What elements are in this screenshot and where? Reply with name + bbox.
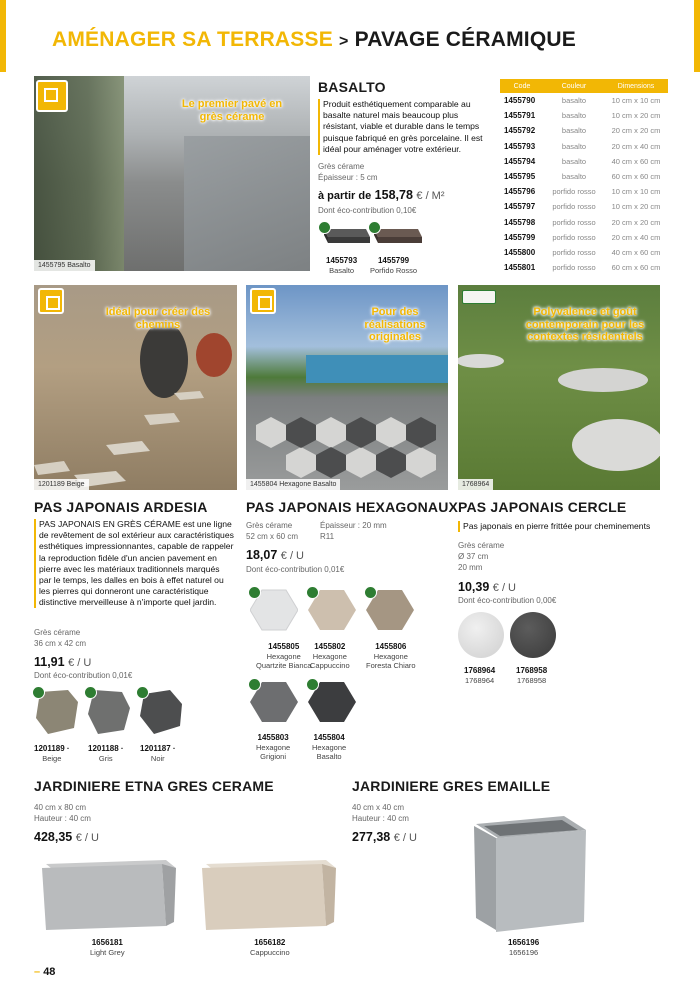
emaille-price [352,830,417,844]
etna-title: JARDINIERE ETNA GRES CERAME [34,778,274,794]
row-dimensions: 10 cm x 10 cm [611,187,661,197]
row-dimensions: 60 cm x 60 cm [611,172,661,182]
swatch-ref [140,744,176,763]
emaille-ref [508,938,539,957]
ardesia-price [34,655,91,669]
swatch-label: Basalto [316,752,342,762]
row-dimensions: 20 cm x 20 cm [611,126,661,136]
row-color: basalto [561,111,587,121]
swatch-label: Porfido Rosso [370,266,418,275]
etna-planter-cappuccino [198,856,338,937]
swatch-ref-2 [370,256,417,275]
swatch-ref [88,744,124,763]
row-color: porfido rosso [552,202,596,212]
row-dimensions: 20 cm x 40 cm [611,141,661,151]
swatch-label: Hexagone [312,652,347,661]
price-unit: € / U [280,550,304,562]
table-header-row [500,79,668,93]
price-value: 158,78 [374,188,413,202]
row-color: porfido rosso [552,263,596,273]
eco-badge-icon [306,586,319,599]
swatch-code: 1455805 [268,642,300,651]
item-label: Cappuccino [250,948,290,957]
ardesia-eco: Dont éco-contribution 0,01€ [34,671,133,680]
hex-ref [256,733,290,762]
price-value: 11,91 [34,655,65,669]
hex-ref [310,642,350,671]
basalto-material: Grès cérame [318,162,365,171]
cercle-description: Pas japonais en pierre frittée pour cheminements [458,521,668,532]
price-unit: € / U [75,832,99,844]
row-code: 1455799 [504,232,536,242]
item-code: 1656182 [254,938,286,947]
eco-badge-icon [248,678,261,691]
row-color: basalto [561,141,587,151]
hexagonaux-title: PAS JAPONAIS HEXAGONAUX [246,499,459,515]
row-code: 1455791 [504,111,536,121]
cercle-title: PAS JAPONAIS CERCLE [458,499,627,515]
hexagon-pavement [246,385,448,490]
item-code: 1656196 [508,938,540,947]
hexagonaux-eco: Dont éco-contribution 0,01€ [246,565,345,574]
etna-planter-light-grey [38,856,178,937]
cercle-ref [516,666,547,685]
etna-ref [90,938,125,957]
table-row [500,93,668,108]
table-row [500,260,668,275]
basalto-reference-table [500,79,668,275]
eco-badge-icon [136,686,149,699]
emaille-title: JARDINIERE GRES EMAILLE [352,778,551,794]
price-unit: € / U [68,657,92,669]
ardesia-title: PAS JAPONAIS ARDESIA [34,499,208,515]
col-code: Code [500,79,544,93]
item-label: Light Grey [90,948,125,957]
price-prefix: à partir de [318,190,372,202]
hexagonaux-thickness: Épaisseur : 20 mm [320,521,387,530]
item-code: 1656181 [91,938,123,947]
row-dimensions: 10 cm x 20 cm [611,202,661,212]
table-row [500,184,668,199]
basalto-thickness: Épaisseur : 5 cm [318,173,378,182]
product-icon [38,288,64,314]
eco-badge-icon [318,221,331,234]
row-code: 1455792 [504,126,536,136]
swatch-label: Beige [42,754,62,763]
swatch-label: Hexagone [266,652,301,661]
photo-caption: 1455804 Hexagone Basalto [246,479,340,490]
table-row [500,108,668,123]
row-dimensions: 40 cm x 60 cm [611,247,661,257]
swatch-code: 1201188 · [88,744,124,753]
row-code: 1455794 [504,156,536,166]
ardesia-highlight: Idéal pour créer des chemins [105,306,211,331]
swatch-code: 1455793 [326,256,358,265]
swatch-label: Quartzite Bianca [256,661,312,671]
page-number-value: 48 [43,966,56,978]
page-dash: – [34,966,41,978]
basalto-highlight: Le premier pavé en grès cérame [181,98,283,123]
swatch-code: 1455803 [257,733,289,742]
eco-badge-icon [32,686,45,699]
pavement-area [184,136,310,271]
table-row [500,230,668,245]
cercle-swatch-light [458,612,504,658]
swatch-ref [34,744,70,763]
swatch-label: Hexagone [256,743,291,752]
product-icon [250,288,276,314]
cercle-eco: Dont éco-contribution 0,00€ [458,596,557,605]
swatch-ref-1 [326,256,357,275]
cercle-diameter: Ø 37 cm [458,552,489,561]
row-color: porfido rosso [552,232,596,242]
swatch-label: Cappuccino [310,661,350,671]
row-color: porfido rosso [552,217,596,227]
photo-caption: 1768964 [458,479,493,490]
eco-badge-icon [364,586,377,599]
row-code: 1455798 [504,217,536,227]
swatch-label: Foresta Chiaro [366,661,416,671]
basalto-eco: Dont éco-contribution 0,10€ [318,206,417,215]
photo-caption: 1201189 Beige [34,479,89,490]
title-subsection: PAVAGE CÉRAMIQUE [354,28,576,51]
hexagonaux-rating: R11 [320,532,335,541]
product-icon [36,80,68,112]
row-dimensions: 60 cm x 60 cm [611,263,661,273]
swatch-label: Hexagone [373,652,408,661]
row-code: 1455796 [504,187,536,197]
swatch-code: 1201189 · [34,744,70,753]
table-row [500,169,668,184]
hexagonaux-highlight: Pour des réalisations originales [364,306,426,344]
ardesia-material: Grès cérame [34,628,81,637]
row-color: porfido rosso [552,187,596,197]
row-code: 1455800 [504,247,536,257]
ardesia-description: PAS JAPONAIS EN GRÈS CÉRAME est une ligne de revêtement de sol extérieur aux caractéristiques esthétiques impressionnantes, capable de rappeler la reproduction fidèle d'un ancien pavement en pierre avec les matériaux traditionnels marqués par le temps, les dalles en bois à effet naturel ou les pierres qui donneront une caractéristique distinctive merveilleuse à n'importe quel jardin. [34,519,234,608]
left-edge-accent [0,0,6,72]
cercle-thickness: 20 mm [458,563,483,572]
pool [306,355,448,383]
price-value: 428,35 [34,830,73,844]
swatch-code: 1768964 [464,666,496,675]
price-value: 277,38 [352,830,391,844]
cercle-material: Grès cérame [458,541,505,550]
table-row [500,123,668,138]
etna-ref [250,938,290,957]
etna-height: Hauteur : 40 cm [34,814,91,823]
row-dimensions: 10 cm x 20 cm [611,111,661,121]
swatch-label: Grigioni [260,752,287,762]
swatch-label: Gris [98,754,113,763]
swatch-label: 1768964 [464,676,495,685]
swatch-code: 1455799 [377,256,410,265]
basalto-description: Produit esthétiquement comparable au basalte naturel mais beaucoup plus résistant, viable et durable dans le temps puisque fabriqué en grès porcelaine. Il est idéal pour aménager votre extérieur. [318,99,494,155]
row-dimensions: 10 cm x 10 cm [611,96,661,106]
page-title [52,28,576,52]
swatch-code: 1768958 [516,666,548,675]
table-row [500,215,668,230]
table-row [500,154,668,169]
hexagonaux-price [246,548,304,562]
col-color: Couleur [544,79,604,93]
price-value: 18,07 [246,548,278,562]
row-dimensions: 20 cm x 40 cm [611,232,661,242]
basalto-title: BASALTO [318,79,386,95]
swatch-code: 1455804 [313,733,345,742]
row-color: porfido rosso [552,247,596,257]
title-section: AMÉNAGER SA TERRASSE [52,28,333,51]
row-dimensions: 20 cm x 20 cm [611,217,661,227]
row-code: 1455795 [504,172,536,182]
row-dimensions: 40 cm x 60 cm [611,156,661,166]
eco-badge-icon [368,221,381,234]
eco-badge-icon [248,586,261,599]
hexagonaux-material: Grès cérame [246,521,293,530]
price-value: 10,39 [458,580,490,594]
cercle-highlight: Polyvalence et goût contemporain pour les contextes résidentiels [525,306,645,344]
ardesia-size: 36 cm x 42 cm [34,639,87,648]
col-dimensions: Dimensions [604,79,668,93]
eco-badge-icon [84,686,97,699]
emaille-planter [470,812,590,941]
row-code: 1455797 [504,202,536,212]
right-edge-accent [694,0,700,72]
emaille-size: 40 cm x 40 cm [352,803,405,812]
price-unit: € / M² [416,190,445,202]
hexagonaux-size: 52 cm x 60 cm [246,532,299,541]
cercle-ref [464,666,495,685]
item-label: 1656196 [508,948,539,957]
etna-price [34,830,99,844]
eco-badge-icon [306,678,319,691]
row-code: 1455790 [504,96,536,106]
row-color: basalto [561,96,587,106]
cercle-swatch-dark [510,612,556,658]
page-number [34,966,55,978]
table-row [500,245,668,260]
price-unit: € / U [393,832,417,844]
nouveau-badge-icon [462,290,496,304]
swatch-label: Basalto [329,266,355,275]
basalto-price [318,188,445,202]
swatch-code: 1455802 [314,642,346,651]
price-unit: € / U [492,582,516,594]
etna-size: 40 cm x 80 cm [34,803,87,812]
hex-ref [312,733,346,762]
cercle-price [458,580,516,594]
hex-ref [256,642,311,671]
row-color: basalto [561,172,587,182]
emaille-height: Hauteur : 40 cm [352,814,409,823]
row-color: basalto [561,126,587,136]
photo-caption: 1455795 Basalto [34,260,95,271]
title-separator: > [338,33,349,50]
row-code: 1455793 [504,141,536,151]
row-code: 1455801 [504,263,536,273]
table-row [500,199,668,214]
swatch-code: 1455806 [375,642,407,651]
table-row [500,139,668,154]
row-color: basalto [561,156,587,166]
hex-ref [366,642,416,671]
swatch-code: 1201187 · [140,744,176,753]
swatch-label: 1768958 [516,676,547,685]
swatch-label: Hexagone [312,743,347,752]
swatch-label: Noir [150,754,165,763]
